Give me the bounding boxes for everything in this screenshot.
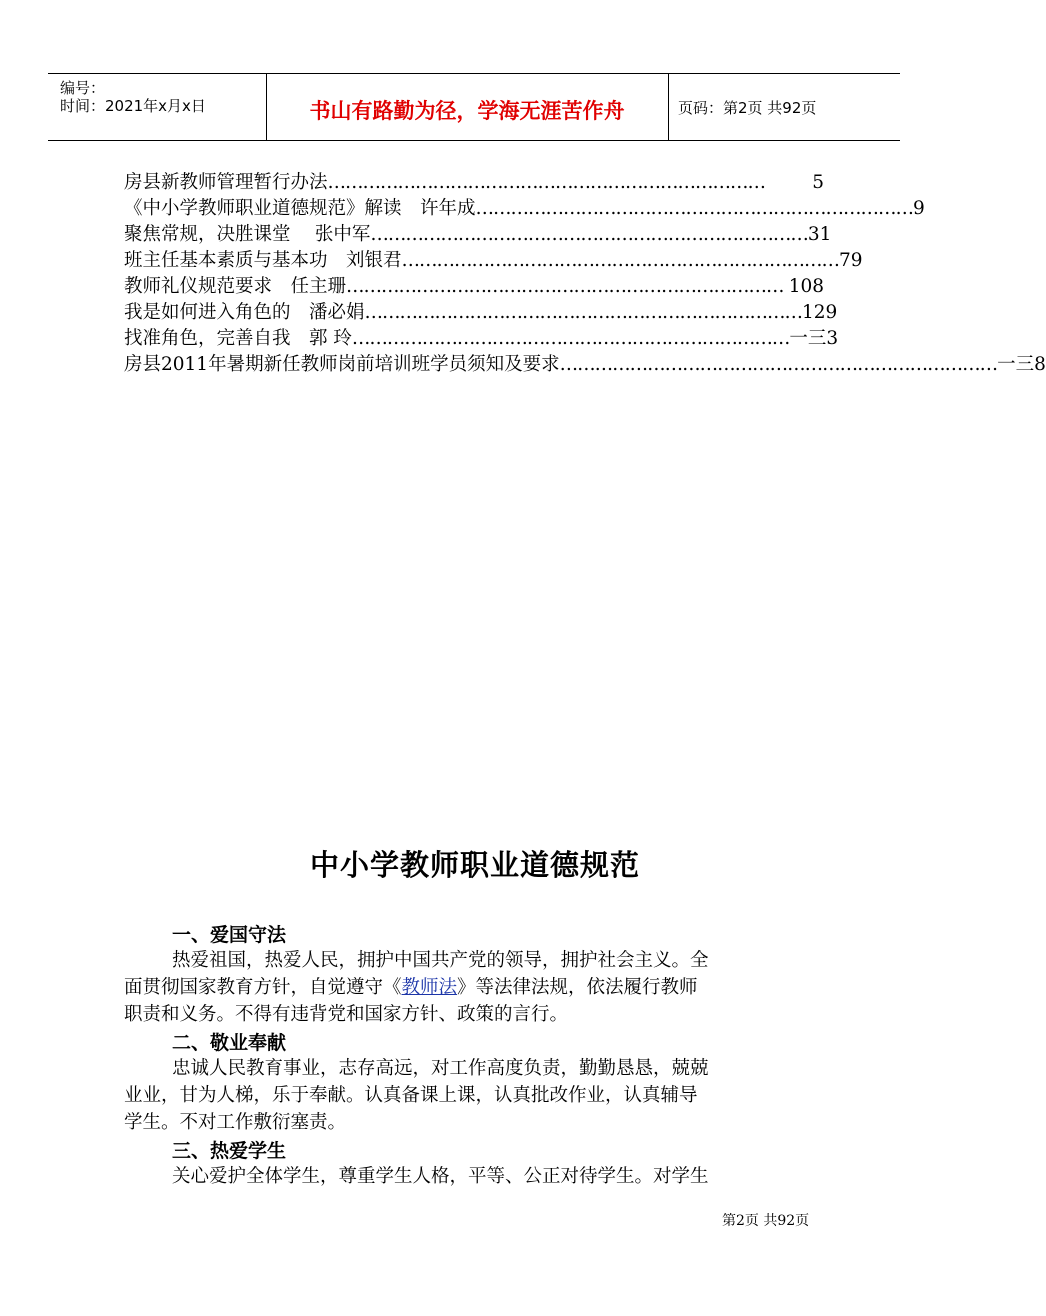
section-line: 忠诚人民教育事业，志存高远，对工作高度负责，勤勤恳恳，兢兢 xyxy=(172,1058,709,1079)
document-title: 中小学教师职业道德规范 xyxy=(309,848,640,882)
toc-title: 房县2011年暑期新任教师岗前培训班学员须知及要求 xyxy=(124,354,560,375)
toc-entry[interactable] xyxy=(124,352,1046,378)
toc-leader: ………………………………………………………………… xyxy=(401,250,840,271)
section-line: 热爱祖国，热爱人民，拥护中国共产党的领导，拥护社会主义。全 xyxy=(172,950,709,971)
toc-entry[interactable] xyxy=(124,274,824,300)
toc-page: 一三3 xyxy=(789,328,839,349)
section-heading: 二、敬业奉献 xyxy=(172,1032,287,1054)
toc-entry[interactable] xyxy=(124,196,925,222)
section-line xyxy=(124,974,698,1001)
toc-entry[interactable] xyxy=(124,326,839,352)
toc-page: 31 xyxy=(807,224,832,245)
table-of-contents xyxy=(124,170,1046,378)
toc-leader: ………………………………………………………………… xyxy=(351,328,790,349)
section-line: 业业，甘为人梯，乐于奉献。认真备课上课，认真批改作业，认真辅导 xyxy=(124,1085,698,1106)
toc-entry[interactable] xyxy=(124,170,824,196)
toc-entry[interactable] xyxy=(124,300,838,326)
toc-leader: ………………………………………………………………… xyxy=(327,172,766,193)
section-heading: 一、爱国守法 xyxy=(172,924,287,946)
header-meta-cell xyxy=(48,74,267,140)
toc-title: 房县新教师管理暂行办法 xyxy=(124,172,328,193)
section-line: 职责和义务。不得有违背党和国家方针、政策的言行。 xyxy=(124,1004,569,1025)
toc-page: 129 xyxy=(802,302,838,323)
toc-title: 找准角色，完善自我 郭 玲 xyxy=(124,328,352,349)
toc-title: 教师礼仪规范要求 任主珊 xyxy=(124,276,347,297)
toc-leader: ………………………………………………………………… xyxy=(346,276,784,297)
page-footer: 第2页 共92页 xyxy=(722,1213,810,1229)
toc-title: 我是如何进入角色的 潘必娟 xyxy=(124,302,365,323)
section-line-end: 》等法律法规，依法履行教师 xyxy=(457,977,698,998)
toc-page: 108 xyxy=(788,276,824,297)
header-motto-cell xyxy=(266,74,669,140)
motto-text: 书山有路勤为径，学海无涯苦作舟 xyxy=(309,99,625,123)
toc-title: 《中小学教师职业道德规范》解读 许年成 xyxy=(124,198,476,219)
teacher-law-link[interactable]: 教师法 xyxy=(401,977,458,998)
section-line: 关心爱护全体学生，尊重学生人格，平等、公正对待学生。对学生 xyxy=(172,1166,709,1187)
header-page-cell xyxy=(668,74,900,140)
section-line: 学生。不对工作敷衍塞责。 xyxy=(124,1112,347,1133)
toc-page: 5 xyxy=(812,172,824,193)
toc-leader: ………………………………………………………………… xyxy=(475,198,914,219)
toc-leader: ………………………………………………………………… xyxy=(370,224,808,245)
toc-title: 聚焦常规，决胜课堂 张中军 xyxy=(124,224,371,245)
section-heading: 三、热爱学生 xyxy=(172,1140,287,1162)
number-label: 编号： xyxy=(60,79,106,97)
toc-entry[interactable] xyxy=(124,248,863,274)
toc-leader: ………………………………………………………………… xyxy=(559,354,998,375)
toc-leader: ………………………………………………………………… xyxy=(364,302,803,323)
toc-page: 一三8 xyxy=(997,354,1046,375)
toc-entry[interactable] xyxy=(124,222,832,248)
time-label: 时间：2021年x月x日 xyxy=(60,97,206,115)
toc-page: 9 xyxy=(913,198,925,219)
toc-title: 班主任基本素质与基本功 刘银君 xyxy=(124,250,402,271)
section-line-start: 面贯彻国家教育方针，自觉遵守《 xyxy=(124,977,402,998)
header-page-number: 页码：第2页 共92页 xyxy=(678,99,817,117)
toc-page: 79 xyxy=(839,250,863,271)
page-header xyxy=(48,73,900,141)
